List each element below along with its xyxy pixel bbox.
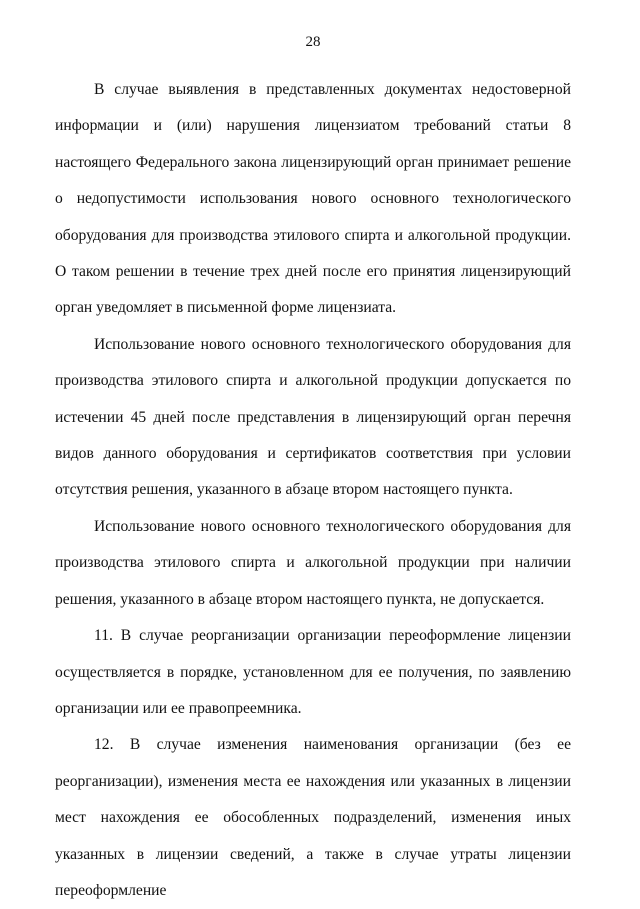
paragraph-item-11-reorganization: 11. В случае реорганизации организации переоформление лицензии осуществляется в порядке, установленном для ее получения, по заявлению организации или ее правопреемника. (55, 627, 571, 717)
paragraph-unreliable-info-decision: В случае выявления в представленных документах недостоверной информации и (или) нарушения лицензиатом требований статьи 8 настоящего Федерального закона лицензирующий орган принимает решение о недопустимости использования нового основного технологического оборудования для производства этилового спирта и алкогольной продукции. О таком решении в течение трех дней после его принятия лицензирующий орган уведомляет в письменной форме лицензиата. (55, 81, 571, 317)
paragraph-equipment-use-prohibited: Использование нового основного технологического оборудования для производства этилового спирта и алкогольной продукции при наличии решения, указанного в абзаце втором настоящего пункта, не допускается. (55, 517, 571, 608)
paragraph-item-12-name-change: 12. В случае изменения наименования организации (без ее реорганизации), изменения места ее нахождения или указанных в лицензии мест нахождения ее обособленных подразделений, изменения иных указанных в лицензии сведений, а также в случае утраты лицензии переоформление (55, 736, 571, 899)
paragraph-equipment-use-permitted: Использование нового основного технологического оборудования для производства этилового спирта и алкогольной продукции допускается по истечении 45 дней после представления в лицензирующий орган перечня видов данного оборудования и сертификатов соответствия при условии отсутствия решения, указанного в абзаце втором настоящего пункта. (55, 335, 571, 499)
page-number: 28 (305, 34, 321, 50)
